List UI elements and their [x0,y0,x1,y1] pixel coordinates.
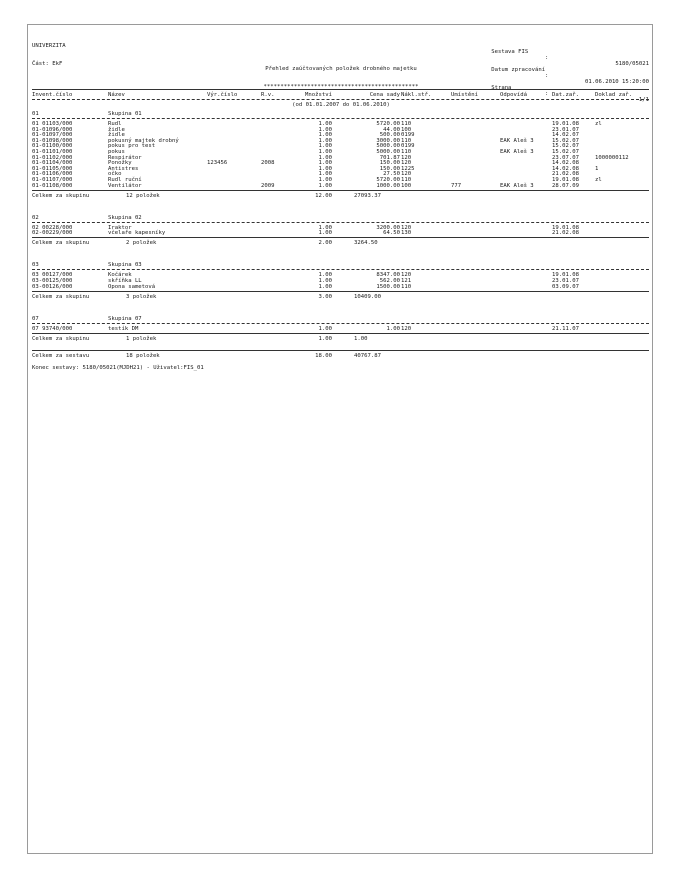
cell-date-added: 21.11.07 [552,325,579,332]
column-header-row [32,92,649,98]
group-header-row [32,316,649,322]
cell-date-added: 19.01.08 [552,177,579,183]
cell-inventory-number: 01 01103/000 [32,121,73,127]
cell-cost-center: 110 [401,149,412,155]
group-total-label: Celkem za skupinu [32,240,90,247]
cell-date-added: 15.02.07 [552,143,579,150]
cell-quantity: 1.00 [318,149,332,155]
processing-date-label: Datum zpracování [491,67,546,73]
cell-document: 1 [595,165,599,172]
department: Část: EkF [32,61,63,67]
report-footer-text: Konec sestavy: 5180/05021(MJDH21) - Uživatel:FIS_01 [32,364,204,371]
cell-cost-center: 110 [401,121,412,127]
cell-date-added: 19.01.08 [552,121,579,127]
grand-total-quantity: 18.00 [315,352,332,359]
cell-item-name: Kočárek [108,272,132,279]
report-id-label: Sestava FIS [491,49,529,55]
table-row [32,230,649,236]
cell-cost-center: 110 [401,137,412,144]
cell-set-price: 150.00 [379,165,400,172]
cell-location: 777 [451,182,462,189]
group-total-quantity: 3.00 [318,293,332,300]
column-header-responsible: Odpovídá [500,92,527,98]
group-total-label: Celkem za skupinu [32,335,90,342]
group-code: 02 [32,214,39,221]
cell-set-price: 500.00 [379,132,400,139]
cell-quantity: 1.00 [318,230,332,237]
cell-cost-center: 120 [401,160,412,167]
group-total-rule [32,333,649,334]
page-sep: : [545,91,549,97]
cell-quantity: 1.00 [318,165,332,172]
cell-set-price: 8347.00 [376,272,400,279]
grand-total-count: 18 položek [126,352,160,359]
group-total-row [32,193,649,199]
header-rule-top [32,89,649,90]
group-header-row [32,111,649,117]
cell-date-added: 03.09.07 [552,283,579,290]
cell-date-added: 23.01.07 [552,278,579,284]
cell-item-name: očko [108,171,122,178]
group-total-rule [32,190,649,191]
cell-inventory-number: 01-01104/000 [32,160,73,167]
cell-item-name: Ponožky [108,160,132,167]
cell-set-price: 5720.00 [376,177,400,183]
report-footer [32,365,649,371]
cell-cost-center: 121 [401,278,412,284]
column-header-serial-number: Výr.číslo [207,92,238,98]
cell-inventory-number: 01-01108/000 [32,182,73,189]
cell-cost-center: 120 [401,224,412,231]
cell-item-name: Iraktor [108,224,132,231]
report-page [27,24,653,854]
group-total-row [32,294,649,300]
group-code: 07 [32,315,39,322]
processing-date-value: 01.06.2010 15:20:00 [585,79,649,85]
cell-item-name: včelaře kapesníky [108,230,166,237]
cell-responsible: EAK Aleš 3 [500,182,534,189]
cell-cost-center: 1225 [401,165,415,172]
cell-quantity: 1.00 [318,143,332,150]
column-header-year: R.v. [261,92,275,98]
cell-cost-center: 120 [401,272,412,279]
cell-item-name: Antistres [108,165,139,172]
cell-cost-center: 120 [401,171,412,178]
cell-inventory-number: 01-01100/000 [32,143,73,150]
cell-quantity: 1.00 [318,182,332,189]
group-header-row [32,215,649,221]
group-rule [32,222,649,223]
cell-cost-center: 110 [401,283,412,290]
cell-cost-center: 120 [401,154,412,161]
group-name: Skupina 02 [108,214,142,221]
organization: UNIVERZITA [32,43,66,49]
grand-total-price: 40767.87 [354,352,381,359]
group-name: Skupina 03 [108,262,142,269]
cell-item-name: pokus pro test [108,143,156,150]
cell-item-name: Rudl [108,121,122,127]
cell-date-added: 23.01.07 [552,126,579,133]
cell-date-added: 21.02.08 [552,171,579,178]
cell-set-price: 701.87 [379,154,400,161]
column-header-date-added: Dat.zař. [552,92,579,98]
group-total-row [32,240,649,246]
group-name: Skupina 07 [108,315,142,322]
header-rule-bottom [32,99,649,100]
group-total-quantity: 1.00 [318,335,332,342]
cell-item-name: Respirátor [108,154,142,161]
cell-set-price: 5720.00 [376,121,400,127]
column-header-inventory-number: Invent.číslo [32,92,73,98]
column-header-item-name: Název [108,92,125,98]
group-total-price: 3264.50 [354,240,378,247]
cell-set-price: 64.50 [383,230,400,237]
cell-cost-center: 100 [401,182,412,189]
cell-date-added: 14.02.08 [552,160,579,167]
grand-total-label: Celkem za sestavu [32,352,90,359]
cell-quantity: 1.00 [318,224,332,231]
cell-set-price: 1500.00 [376,283,400,290]
column-header-set-price: Cena sady [369,92,400,98]
group-code: 01 [32,111,39,117]
cell-inventory-number: 01-01096/000 [32,126,73,133]
cell-cost-center: 120 [401,325,412,332]
group-total-rule [32,237,649,238]
cell-serial-number: 123456 [207,160,228,167]
cell-quantity: 1.00 [318,325,332,332]
cell-quantity: 1.00 [318,137,332,144]
cell-quantity: 1.00 [318,126,332,133]
group-total-count: 1 položek [126,335,157,342]
cell-responsible: EAK Aleš 3 [500,137,534,144]
column-header-quantity: Množství [305,92,332,98]
cell-set-price: 1000.00 [376,182,400,189]
cell-set-price: 562.00 [379,278,400,284]
cell-inventory-number: 02 00228/000 [32,224,73,231]
report-title: Přehled zaúčtovaných položek drobného majetku [265,66,417,72]
cell-inventory-number: 03-00126/000 [32,283,73,290]
cell-item-name: Rudl ruční [108,177,142,183]
group-rule [32,323,649,324]
cell-date-added: 14.02.08 [552,165,579,172]
cell-cost-center: 130 [401,230,412,237]
table-row [32,326,649,332]
cell-set-price: 3200.00 [376,224,400,231]
cell-set-price: 44.00 [383,126,400,133]
cell-document: 1000000112 [595,154,629,161]
group-rule [32,269,649,270]
cell-set-price: 150.00 [379,160,400,167]
group-header-row [32,262,649,268]
cell-inventory-number: 01-01097/000 [32,132,73,139]
cell-inventory-number: 01-01107/000 [32,177,73,183]
cell-document: zl [595,121,602,127]
group-total-price: 27093.37 [354,192,381,199]
cell-year: 2008 [261,160,275,167]
table-row [32,183,649,189]
cell-date-added: 19.01.08 [552,224,579,231]
cell-item-name: Opona sametová [108,283,156,290]
report-title-stars: ********************************************** [263,84,419,90]
cell-item-name: židle [108,126,125,133]
cell-inventory-number: 07 93740/000 [32,325,73,332]
page-value: 1/1 [638,97,649,103]
cell-set-price: 3000.00 [376,137,400,144]
column-header-cost-center: Nákl.stř. [401,92,432,98]
report-id-sep: : [545,55,549,61]
cell-date-added: 19.01.08 [552,272,579,279]
group-total-rule [32,291,649,292]
cell-inventory-number: 01-01102/000 [32,154,73,161]
cell-date-added: 15.02.07 [552,149,579,155]
cell-item-name: židle [108,132,125,139]
cell-inventory-number: 01-01105/000 [32,165,73,172]
cell-quantity: 1.00 [318,177,332,183]
cell-inventory-number: 01-01106/000 [32,171,73,178]
cell-item-name: Ventilátor [108,182,142,189]
group-total-quantity: 2.00 [318,240,332,247]
cell-quantity: 1.00 [318,278,332,284]
cell-quantity: 1.00 [318,272,332,279]
cell-year: 2009 [261,182,275,189]
cell-date-added: 23.07.07 [552,154,579,161]
group-total-count: 12 položek [126,192,160,199]
cell-date-added: 28.07.09 [552,182,579,189]
cell-set-price: 5000.00 [376,143,400,150]
cell-date-added: 15.02.07 [552,137,579,144]
group-total-label: Celkem za skupinu [32,293,90,300]
cell-quantity: 1.00 [318,132,332,139]
cell-cost-center: 0199 [401,132,415,139]
page-label: Strana [491,85,512,91]
group-code: 03 [32,262,39,269]
cell-inventory-number: 01-01101/000 [32,149,73,155]
cell-inventory-number: 03-00125/000 [32,278,73,284]
cell-responsible: EAK Aleš 3 [500,149,534,155]
cell-set-price: 27.50 [383,171,400,178]
report-id-value: 5180/05021 [615,61,649,67]
group-total-count: 3 položek [126,293,157,300]
group-total-price: 1.00 [354,335,368,342]
grand-total-rule [32,350,649,351]
cell-cost-center: 110 [401,177,412,183]
cell-item-name: testík DM [108,325,139,332]
cell-cost-center: 0199 [401,143,415,150]
cell-inventory-number: 02-00229/000 [32,230,73,237]
group-total-price: 10409.00 [354,293,381,300]
cell-item-name: pokus [108,149,125,155]
cell-inventory-number: 03 00127/000 [32,272,73,279]
cell-item-name: skříňka LL [108,278,142,284]
group-total-row [32,336,649,342]
column-header-location: Umístění [451,92,478,98]
group-total-quantity: 12.00 [315,192,332,199]
cell-quantity: 1.00 [318,283,332,290]
cell-date-added: 21.02.08 [552,230,579,237]
cell-quantity: 1.00 [318,121,332,127]
cell-set-price: 5000.00 [376,149,400,155]
table-row [32,284,649,290]
group-rule [32,118,649,119]
cell-quantity: 1.00 [318,171,332,178]
group-name: Skupina 01 [108,111,142,117]
cell-item-name: pokusný majtek drobný [108,137,179,144]
processing-date-sep: : [545,73,549,79]
grand-total-row [32,353,649,359]
cell-quantity: 1.00 [318,160,332,167]
cell-date-added: 14.02.07 [552,132,579,139]
cell-document: zl [595,177,602,183]
group-total-label: Celkem za skupinu [32,192,90,199]
cell-cost-center: 100 [401,126,412,133]
column-header-document: Doklad zař. [595,92,633,98]
cell-inventory-number: 01-01098/000 [32,137,73,144]
cell-set-price: 1.00 [386,325,400,332]
cell-quantity: 1.00 [318,154,332,161]
group-total-count: 2 položek [126,240,157,247]
report-period: (od 01.01.2007 do 01.06.2010) [292,102,390,108]
